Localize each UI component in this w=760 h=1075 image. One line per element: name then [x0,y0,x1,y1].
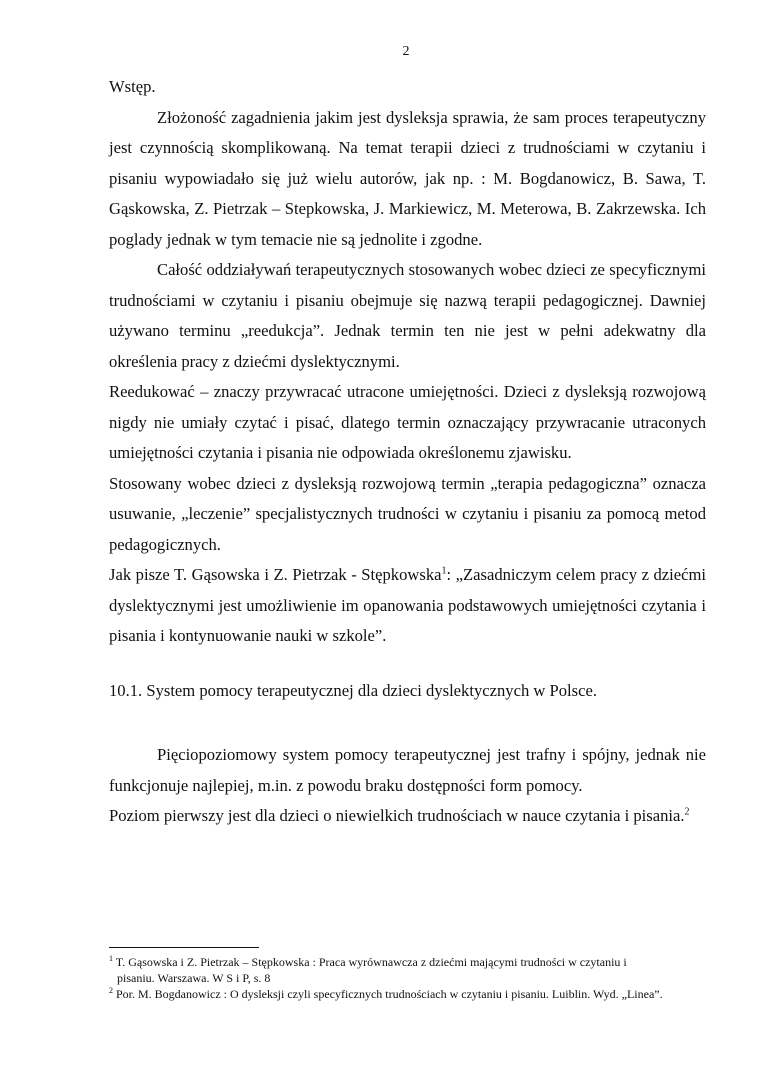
footnote-2-line1: Por. M. Bogdanowicz : O dysleksji czyli specyficznych trudnościach w czytaniu i pisaniu. Luiblin. Wyd. „Linea”. [116,987,663,1001]
footnote-2-mark: 2 [109,986,113,995]
level-one-text: Poziom pierwszy jest dla dzieci o niewielkich trudnościach w nauce czytania i pisania. [109,806,685,825]
footnote-ref-1[interactable]: 1 [441,565,447,577]
footnote-1-mark: 1 [109,954,113,963]
paragraph-pedagogical-therapy: Stosowany wobec dzieci z dysleksją rozwojową termin „terapia pedagogiczna” oznacza usuwanie, „leczenie” specjalistycznych trudności w czytaniu i pisaniu za pomocą metod pedagogicznych. [109,473,706,554]
paragraph-quote [109,560,706,652]
section-title: Wstęp. [109,77,156,96]
footnote-separator [109,947,259,948]
footnotes [109,954,709,1002]
section-heading-10-1: 10.1. System pomocy terapeutycznej dla dzieci dyslektycznych w Polsce. [109,680,597,700]
footnote-1-line1: T. Gąsowska i Z. Pietrzak – Stępkowska : Praca wyrównawcza z dziećmi mającymi trudności w czytaniu i [115,955,627,969]
quote-lead: Jak pisze T. Gąsowska i Z. Pietrzak - Stępkowska [109,565,442,584]
footnote-1 [109,954,709,970]
quote-text: : „Zasadniczym celem pracy z dziećmi dyslektycznymi jest umożliwienie im opanowania podstawowych umiejętności czytania i pisania i kontynuowanie nauki w szkole”. [109,565,706,645]
paragraph-level-one [109,801,706,832]
footnote-ref-2[interactable]: 2 [684,806,690,818]
paragraph-five-level-system: Pięciopoziomowy system pomocy terapeutycznej jest trafny i spójny, jednak nie funkcjonuje najlepiej, m.in. z powodu braku dostępności form pomocy. [109,745,706,795]
document-body [109,72,706,832]
paragraph-therapy-definition: Całość oddziaływań terapeutycznych stosowanych wobec dzieci ze specyficznymi trudnościami w czytaniu i pisaniu obejmuje się nazwą terapii pedagogicznej. Dawniej używano terminu „reedukcja”. Jednak termin ten nie jest w pełni adekwatny dla określenia pracy z dziećmi dyslektycznymi. [109,260,706,371]
paragraph-intro: Złożoność zagadnienia jakim jest dysleksja sprawia, że sam proces terapeutyczny jest czynnością skomplikowaną. Na temat terapii dzieci z trudnościami w czytaniu i pisaniu wypowiadało się już wielu autorów, jak np. : M. Bogdanowicz, B. Sawa, T. Gąskowska, Z. Pietrzak – Stepkowska, J. Markiewicz, M. Meterowa, B. Zakrzewska. Ich poglady jednak w tym temacie nie są jednolite i zgodne. [109,107,706,249]
footnote-2 [109,986,709,1002]
paragraph-reeducation: Reedukować – znaczy przywracać utracone umiejętności. Dzieci z dysleksją rozwojową nigdy nie umiały czytać i pisać, dlatego termin oznaczający przywracanie utraconych umiejętności czytania i pisania nie odpowiada określonemu zjawisku. [109,382,706,462]
footnote-1-continuation: pisaniu. Warszawa. W S i P, s. 8 [117,971,271,985]
page-number: 2 [402,44,410,59]
